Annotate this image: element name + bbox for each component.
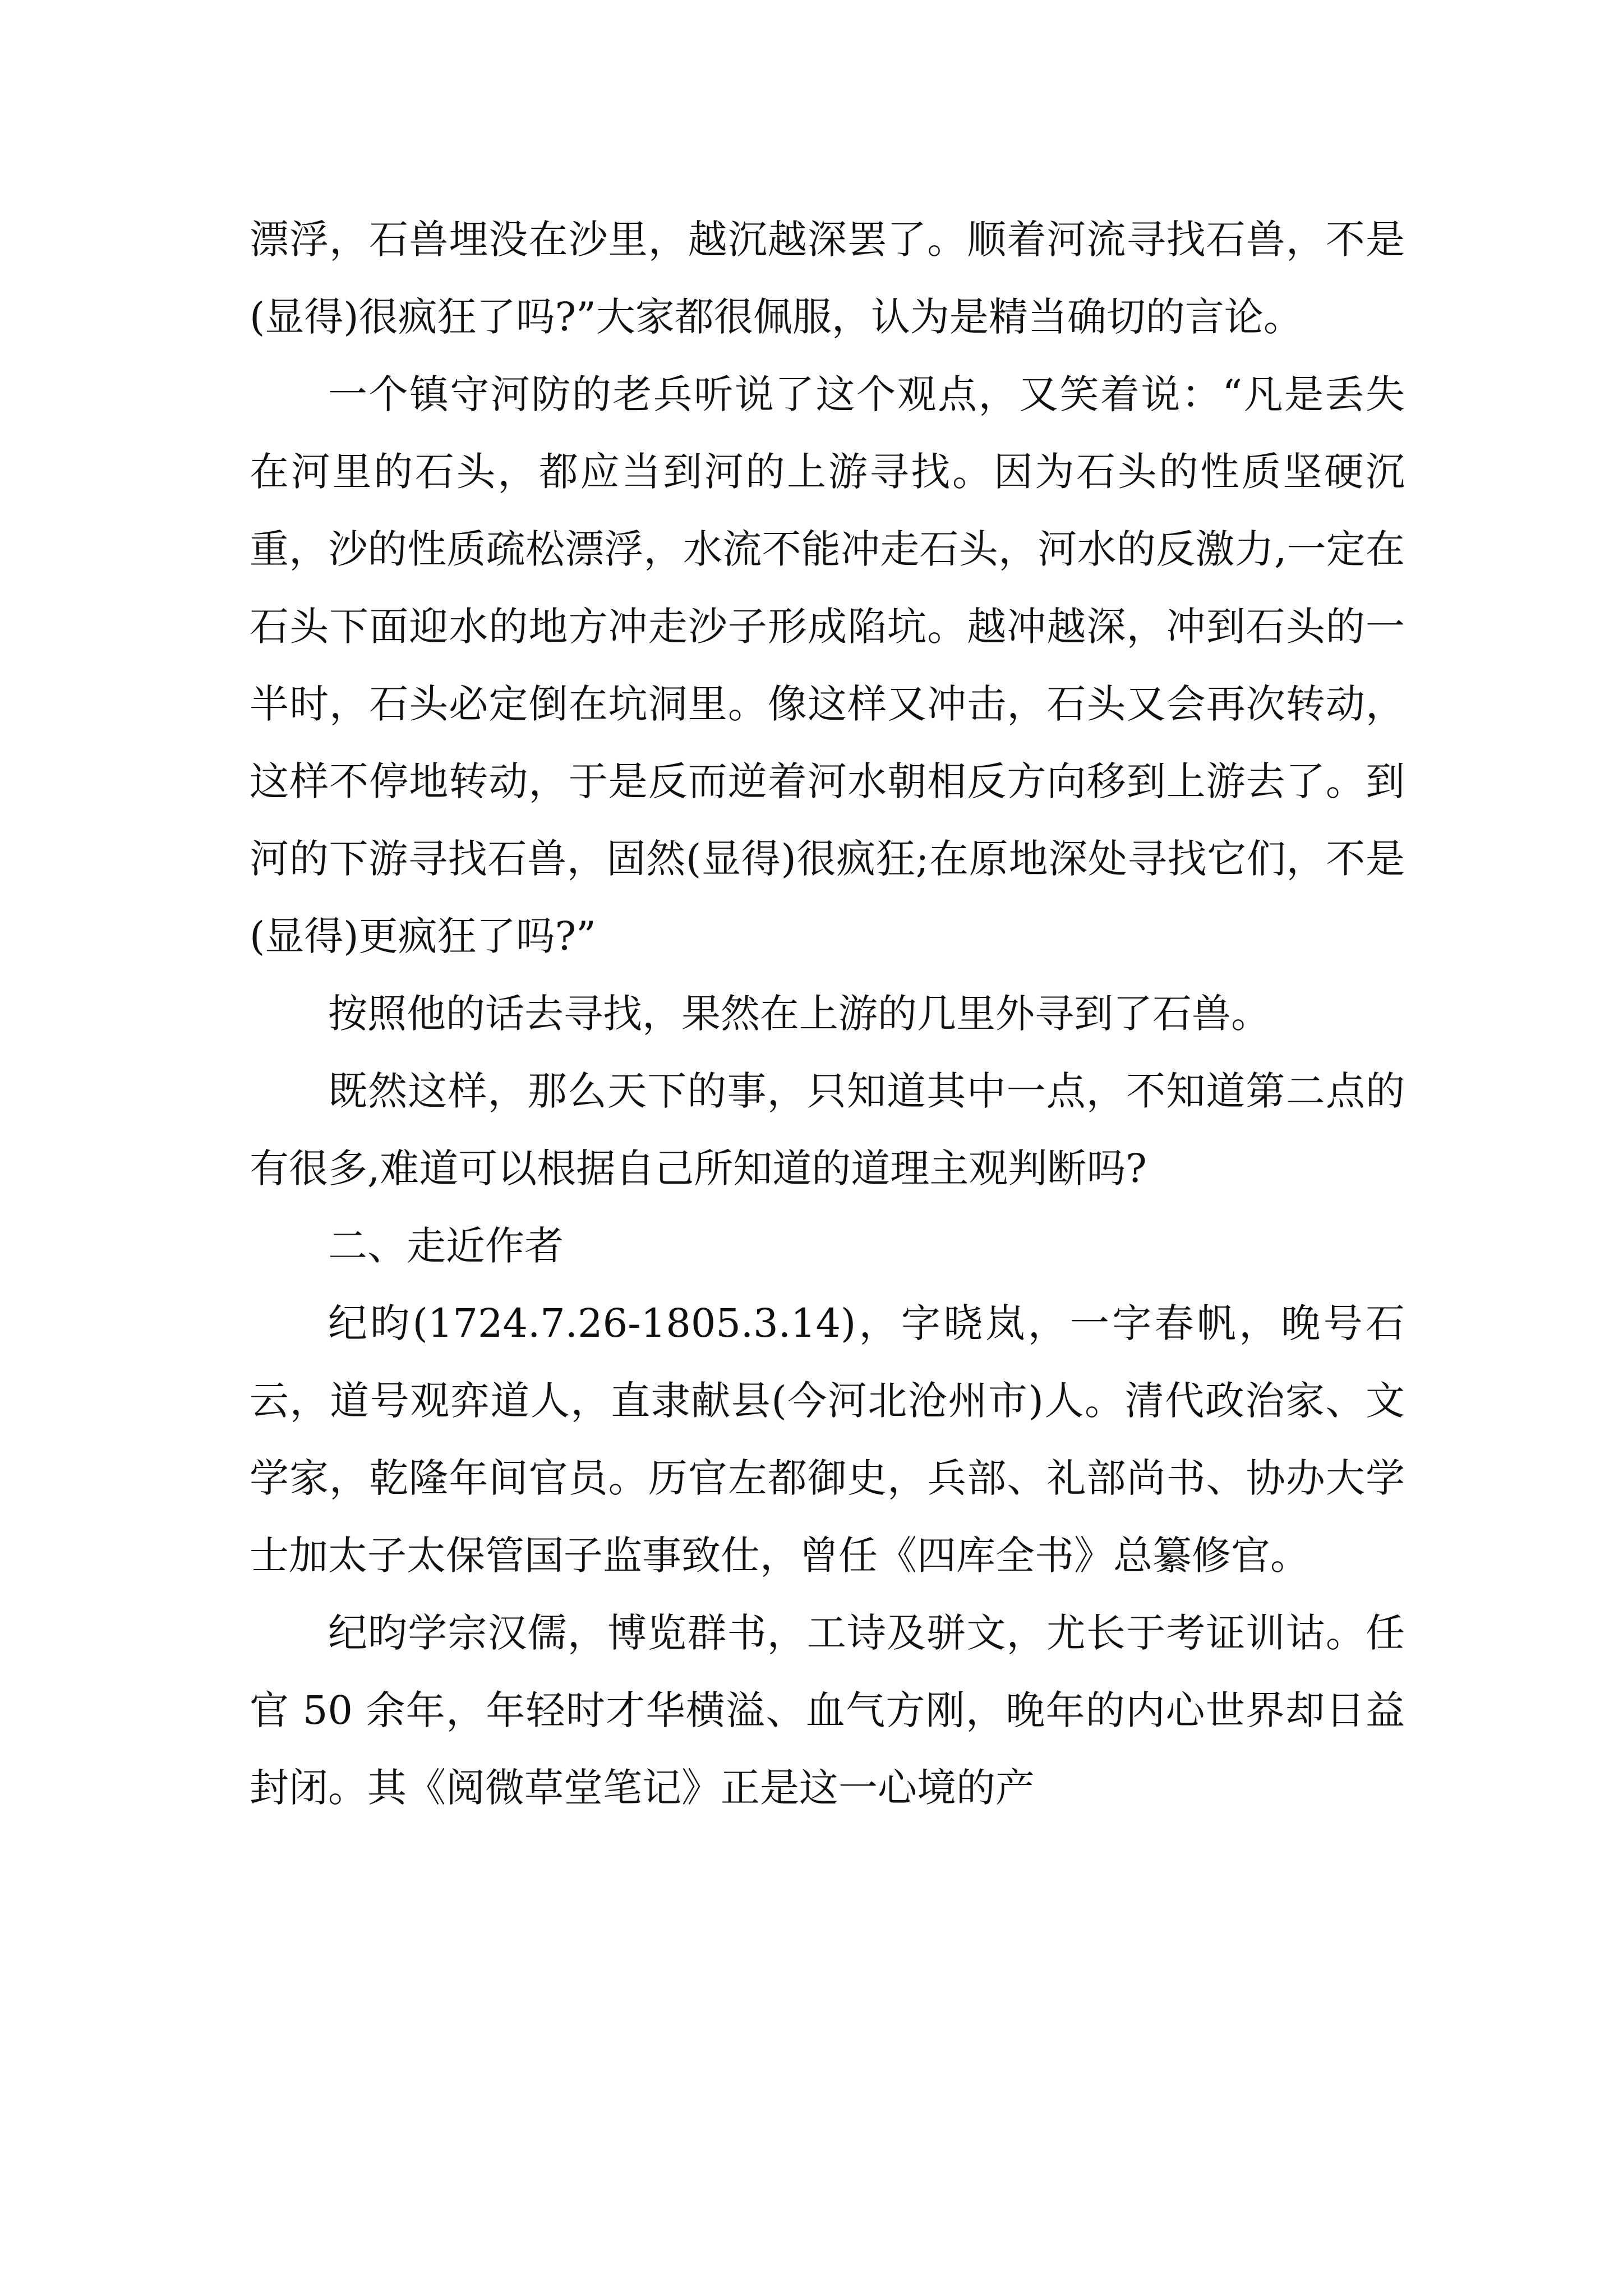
section-heading: 二、走近作者 <box>328 1223 564 1269</box>
paragraph-5: 纪昀(1724.7.26-1805.3.14)，字晓岚，一字春帆，晚号石云，道号观弈道人，直隶献县(今河北沧州市)人。清代政治家、文学家，乾隆年间官员。历官左都御史，兵部、礼部尚书、协办大学士加太子太保管国子监事致仕，曾任《四库全书》总纂修官。 <box>250 1300 1405 1579</box>
paragraph-6: 纪昀学宗汉儒，博览群书，工诗及骈文，尤长于考证训诂。任官 50 余年，年轻时才华横溢、血气方刚，晚年的内心世界却日益封闭。其《阅微草堂笔记》正是这一心境的产 <box>250 1610 1405 1811</box>
paragraph-3: 按照他的话去寻找，果然在上游的几里外寻到了石兽。 <box>328 991 1270 1037</box>
document-body <box>250 201 1405 1826</box>
paragraph-1: 漂浮，石兽埋没在沙里，越沉越深罢了。顺着河流寻找石兽，不是(显得)很疯狂了吗?”大家都很佩服，认为是精当确切的言论。 <box>250 217 1405 340</box>
paragraph-4: 既然这样，那么天下的事，只知道其中一点，不知道第二点的有很多,难道可以根据自己所知道的道理主观判断吗? <box>250 1068 1405 1191</box>
paragraph-2: 一个镇守河防的老兵听说了这个观点，又笑着说：“凡是丢失在河里的石头，都应当到河的上游寻找。因为石头的性质坚硬沉重，沙的性质疏松漂浮，水流不能冲走石头，河水的反激力,一定在石头下面迎水的地方冲走沙子形成陷坑。越冲越深，冲到石头的一半时，石头必定倒在坑洞里。像这样又冲击，石头又会再次转动，这样不停地转动，于是反而逆着河水朝相反方向移到上游去了。到河的下游寻找石兽，固然(显得)很疯狂;在原地深处寻找它们，不是(显得)更疯狂了吗?” <box>250 371 1405 959</box>
